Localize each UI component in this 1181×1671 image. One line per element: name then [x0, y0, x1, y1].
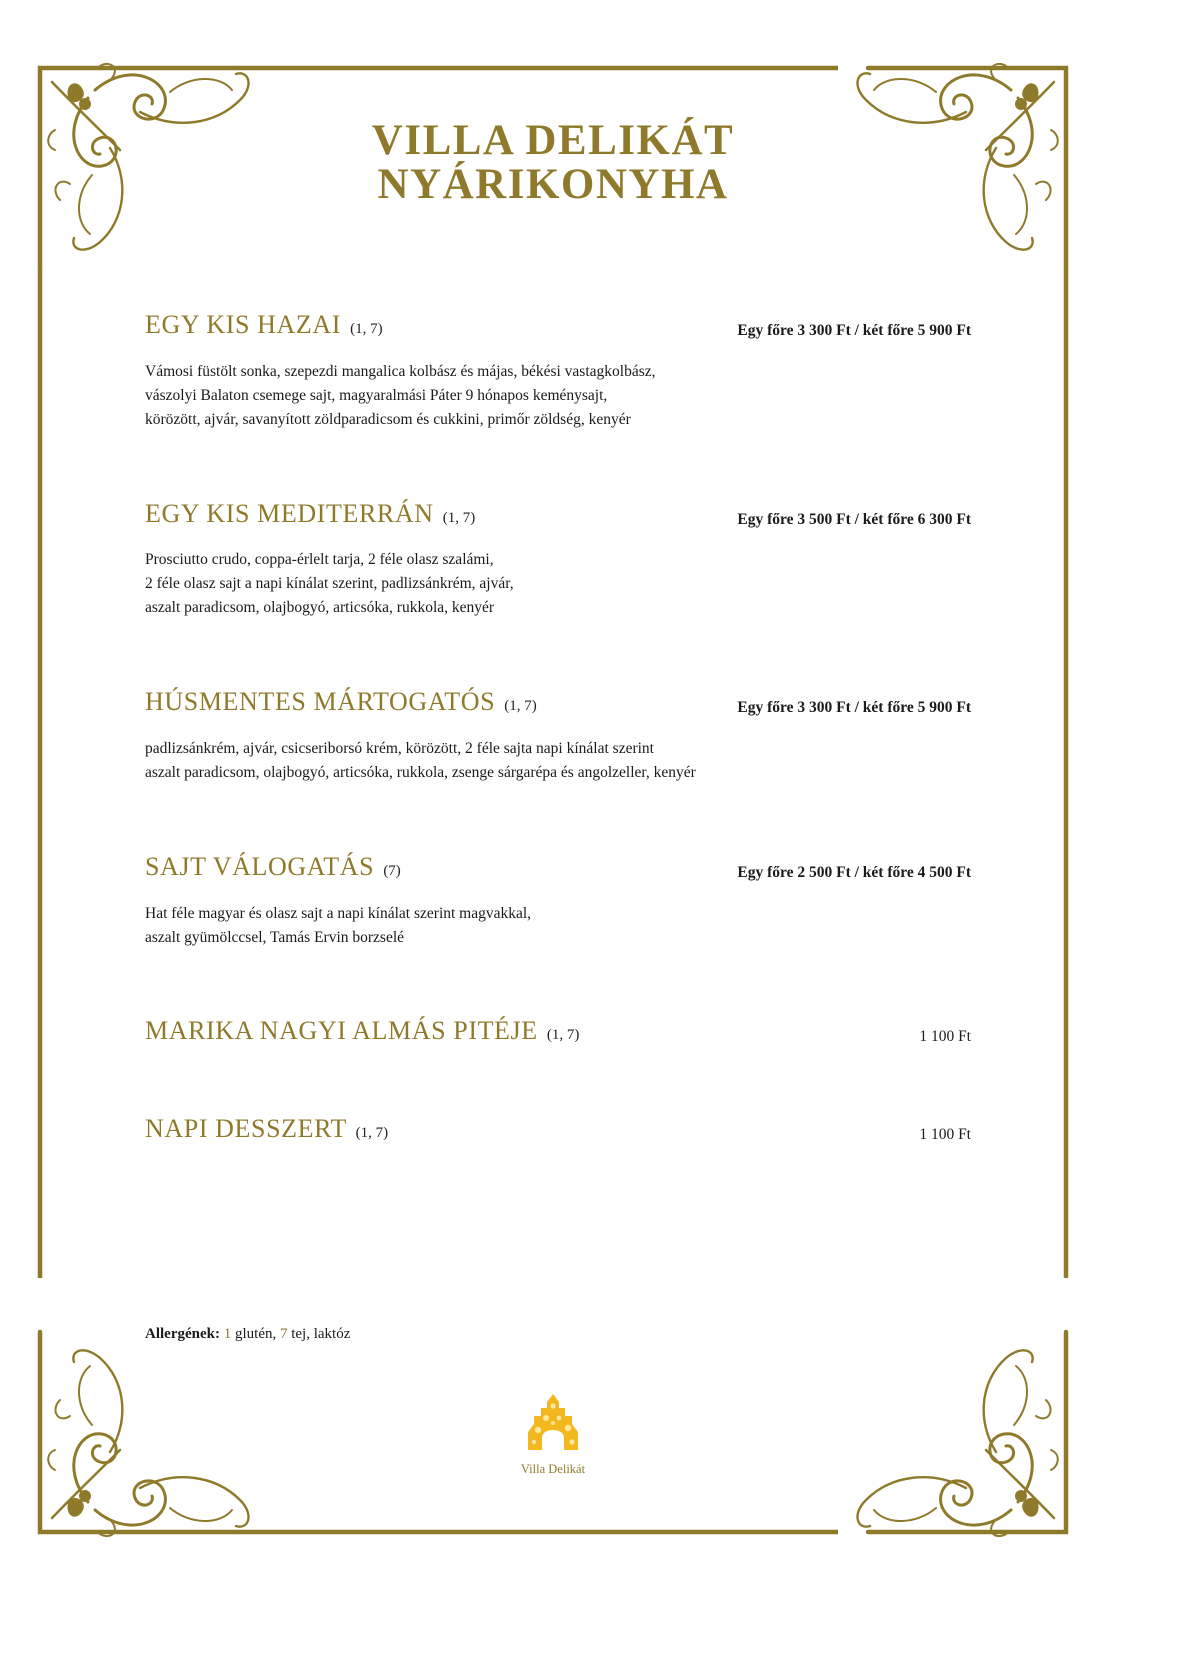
menu-item-header: [145, 1016, 971, 1050]
menu-item-header: [145, 499, 971, 533]
menu-item-name: MARIKA NAGYI ALMÁS PITÉJE (1, 7): [145, 1016, 580, 1045]
menu-item-price: Egy főre 3 300 Ft / két főre 5 900 Ft: [737, 322, 971, 339]
menu-item-description: Prosciutto crudo, coppa-érlelt tarja, 2 féle olasz szalámi, 2 féle olasz sajt a napi kínálat szerint, padlizsánkrém, ajvár, aszalt paradicsom, olajbogyó, articsóka, rukkola, kenyér: [145, 551, 514, 616]
menu-item-name: EGY KIS HAZAI (1, 7): [145, 310, 383, 339]
menu-item-allergens: (1, 7): [442, 510, 476, 526]
title-line-2: NYÁRIKONYHA: [377, 161, 729, 208]
menu-item-allergens: (1, 7): [504, 698, 537, 714]
menu-item-name: HÚSMENTES MÁRTOGATÓS (1, 7): [145, 687, 537, 716]
allergen-code: 7: [279, 1326, 288, 1342]
menu-item-price: Egy főre 3 300 Ft / két főre 5 900 Ft: [737, 699, 971, 716]
allergen-code: 1: [223, 1326, 232, 1342]
menu-item-allergens: (1, 7): [350, 321, 383, 337]
menu-item-price: Egy főre 2 500 Ft / két főre 4 500 Ft: [737, 864, 971, 881]
allergen-text: glutén,: [234, 1326, 277, 1342]
allergen-legend-label: Allergének:: [145, 1326, 220, 1342]
menu-item-price: 1 100 Ft: [919, 1126, 971, 1143]
menu-item-header: [145, 852, 971, 886]
allergen-text: tej, laktóz: [291, 1326, 351, 1342]
menu-item-allergens: (1, 7): [355, 1125, 389, 1141]
menu-item-price: Egy főre 3 500 Ft / két főre 6 300 Ft: [737, 511, 971, 528]
menu-item-allergens: (1, 7): [546, 1027, 580, 1043]
allergen-legend: [145, 1326, 350, 1343]
menu-item-description: Hat féle magyar és olasz sajt a napi kínálat szerint magvakkal, aszalt gyümölccsel, Tamás Ervin borzselé: [145, 905, 532, 946]
menu-item-header: [145, 1114, 971, 1148]
menu-item-price: 1 100 Ft: [919, 1028, 971, 1045]
menu-item-header: [145, 687, 971, 721]
menu-item-allergens: (7): [383, 863, 401, 879]
title-line-1: VILLA DELIKÁT: [371, 117, 735, 164]
corner-ornament-bottom-left: [40, 1332, 249, 1536]
menu-item-description: Vámosi füstölt sonka, szepezdi mangalica kolbász és májas, békési vastagkolbász, vászolyi Balaton csemege sajt, magyaralmási Páter 9 hónapos keménysajt, körözött, ajvár, savanyított zöldparadicsom és cukkini, primőr zöldség, kenyér: [145, 363, 656, 428]
villa-delikat-logo: [498, 1392, 608, 1477]
menu-item-description: padlizsánkrém, ajvár, csicseriborsó krém, körözött, 2 féle sajta napi kínálat szerint aszalt paradicsom, olajbogyó, articsóka, rukkola, zsenge sárgarépa és angolzeller, kenyér: [145, 740, 696, 781]
menu-item-name: SAJT VÁLOGATÁS (7): [145, 852, 401, 881]
corner-ornament-bottom-right: [857, 1332, 1066, 1536]
menu-item-name: EGY KIS MEDITERRÁN (1, 7): [145, 499, 476, 528]
cheese-house-icon: [526, 1392, 580, 1452]
menu-item-name: NAPI DESSZERT (1, 7): [145, 1114, 389, 1143]
logo-name: Villa Delikát: [520, 1462, 586, 1476]
menu-item-header: [145, 310, 971, 344]
